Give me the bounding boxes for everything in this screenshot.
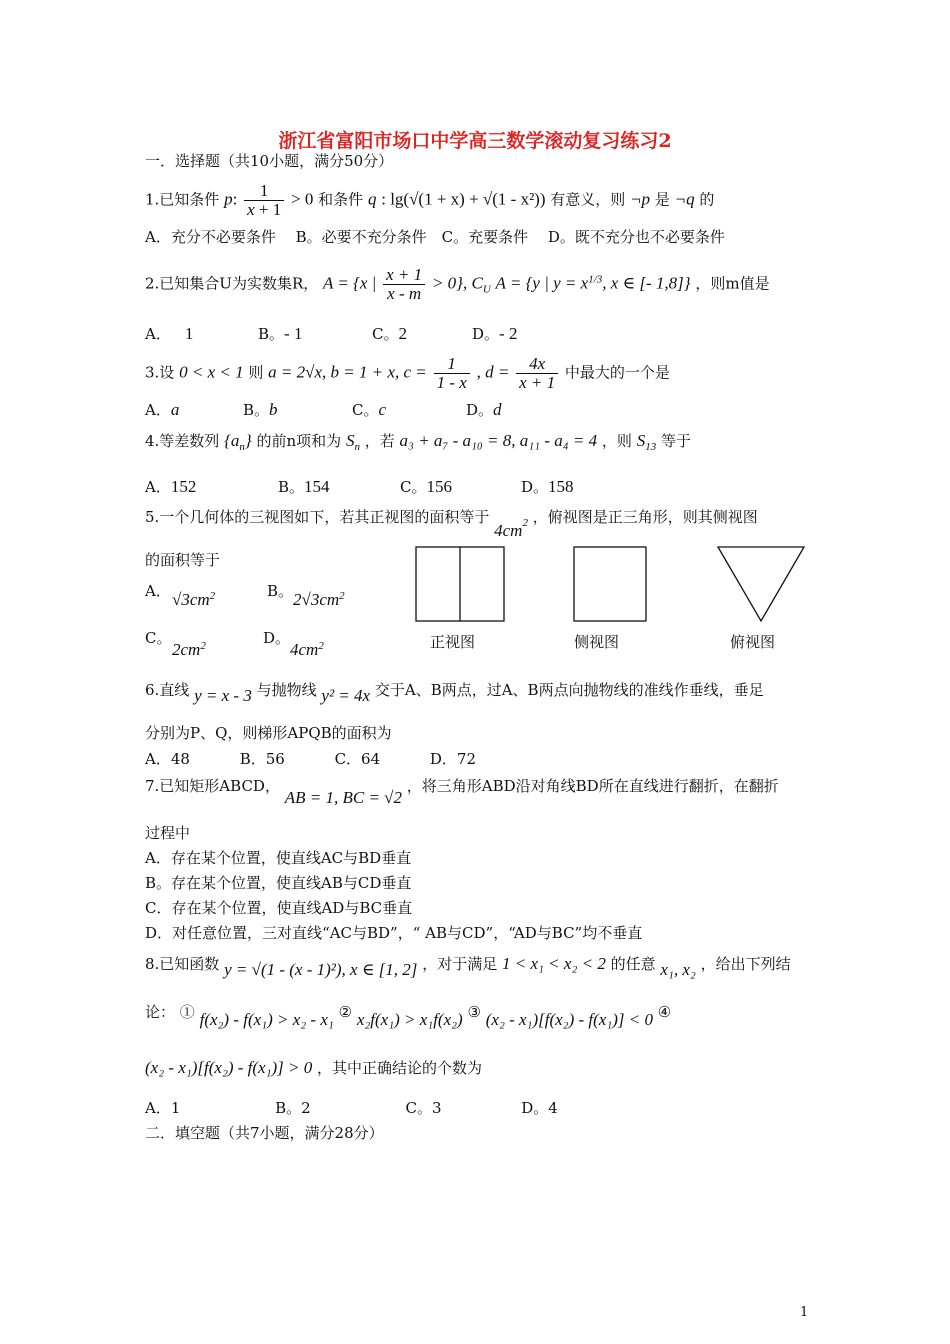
- q4-option-a: A．152: [145, 477, 197, 496]
- q5-option-a-value: $√3cm^2$: [172, 590, 216, 609]
- q5-option-a: A．: [145, 582, 171, 600]
- question-5: 5.一个几何体的三视图如下，若其正视图的面积等于 $4cm^2$ ，俯视图是正三角形，则其侧视图: [145, 508, 758, 540]
- question-3: 3.设 0 < x < 1 则 a = 2√x, b = 1 + x, c = $\frac{1}{1 - x}$ , d = $\frac{4x}{x + 1}$ 中最大的一个是: [145, 354, 670, 392]
- document-title: 浙江省富阳市场口中学高三数学滚动复习练习2: [278, 130, 672, 152]
- side-view-caption: 侧视图: [574, 633, 620, 651]
- question-4: 4.等差数列 $\{a_n\}$ 的前n项和为 $S_n$ ，若 a₃ + a₇ - a₁₀ = 8, a₁₁ - a₄ = 4 ，则 $S_{13}$ 等于: [145, 431, 692, 453]
- q7-option-a: A．存在某个位置，使直线AC与BD垂直: [145, 849, 412, 867]
- question-8-line3: (x₂ - x₁)[f(x₂) - f(x₁)] > 0 ，其中正确结论的个数为: [145, 1058, 483, 1077]
- question-8-options: A．1 B。2 C。3 D。4: [145, 1099, 558, 1117]
- front-view-caption: 正视图: [430, 633, 476, 651]
- question-1: 1.已知条件 p: $\frac{1}{x + 1}$ > 0 和条件 q : lg(√(1 + x) + √(1 - x²)) 有意义，则 ¬p 是 ¬q 的: [145, 181, 715, 219]
- q5-option-d-value: $4cm^2$: [290, 640, 324, 659]
- question-8-conclusions: 论： ① f(x₂) - f(x₁) > x₂ - x₁ ② x₂f(x₁) > x₁f(x₂) ③ (x₂ - x₁)[f(x₂) - f(x₁)] < 0 ④: [145, 1003, 672, 1029]
- q2-option-a: A． 1: [145, 324, 194, 343]
- question-6: 6.直线 y = x - 3 与抛物线 y² = 4x 交于A、B两点，过A、B两点向抛物线的准线作垂线，垂足: [145, 681, 764, 705]
- section-2-heading: 二．填空题（共7小题，满分28分）: [145, 1124, 384, 1142]
- q4-option-d: D。158: [521, 477, 574, 496]
- question-1-options: A．充分不必要条件 B。必要不充分条件 C。充要条件 D。既不充分也不必要条件: [145, 228, 725, 246]
- top-view-caption: 俯视图: [730, 633, 776, 651]
- question-7-line2: 过程中: [145, 824, 191, 842]
- question-6-line2: 分别为P、Q，则梯形APQB的面积为: [145, 724, 392, 742]
- q3-option-b: B。b: [243, 400, 278, 419]
- q5-option-d: D。: [263, 629, 291, 647]
- q5-option-c: C。: [145, 629, 172, 647]
- q7-option-c: C．存在某个位置，使直线AD与BC垂直: [145, 899, 413, 917]
- question-8: 8.已知函数 y = √(1 - (x - 1)²), x ∈ [1, 2] ，对于满足 1 < x₁ < x₂ < 2 的任意 x₁, x₂ ，给出下列结: [145, 954, 791, 979]
- q2-option-b: B。- 1: [258, 324, 303, 343]
- top-view-triangle: [718, 547, 804, 621]
- q5-option-b: B。: [267, 582, 294, 600]
- question-5-line2: 的面积等于: [145, 551, 221, 569]
- q7-option-d: D．对任意位置，三对直线“AC与BD”，“ AB与CD”，“AD与BC”均不垂直: [145, 924, 643, 942]
- q7-option-b: B。存在某个位置，使直线AB与CD垂直: [145, 874, 412, 892]
- q2-option-c: C。2: [372, 324, 407, 343]
- question-7: 7.已知矩形ABCD， AB = 1, BC = √2 ，将三角形ABD沿对角线BD所在直线进行翻折，在翻折: [145, 777, 779, 807]
- q4-option-c: C。156: [400, 477, 452, 496]
- q3-option-d: D。d: [466, 400, 502, 419]
- question-6-options: A．48 B．56 C．64 D．72: [145, 750, 477, 768]
- q5-option-c-value: $2cm^2$: [172, 640, 206, 659]
- q3-option-a: A．a: [145, 400, 180, 419]
- q2-option-d: D。- 2: [472, 324, 518, 343]
- q3-option-c: C。c: [352, 400, 387, 419]
- side-view-rect: [574, 547, 646, 621]
- section-1-heading: 一．选择题（共10小题，满分50分）: [145, 152, 394, 170]
- page-number: 1: [800, 1305, 809, 1320]
- question-2: 2.已知集合U为实数集R， A = {x | $\frac{x + 1}{x - m}$ > 0}, $C_U$ A = {y | $y = x^{1/3}$, x ∈ [- 1,8]} ，则m值是: [145, 265, 770, 303]
- q5-option-b-value: $2√3cm^2$: [293, 590, 345, 609]
- q4-option-b: B。154: [278, 477, 330, 496]
